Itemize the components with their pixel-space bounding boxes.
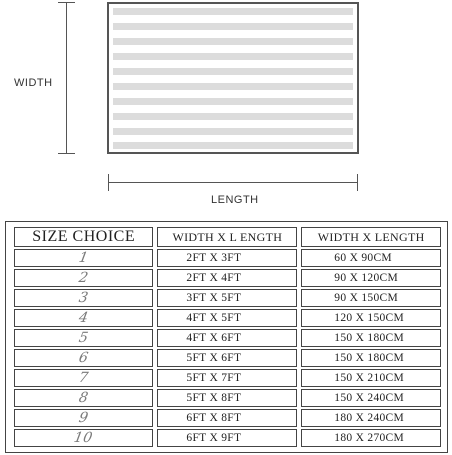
table-row: [14, 289, 441, 307]
length-dimension-line: [108, 182, 358, 183]
size-feet: 5FT X 8FT: [157, 389, 297, 407]
size-choice-number: 2: [14, 269, 153, 287]
size-choice-number: 5: [14, 329, 153, 347]
size-feet: 4FT X 5FT: [157, 309, 297, 327]
width-dimension-line: [66, 2, 67, 154]
size-choice-number: 4: [14, 309, 153, 327]
size-choice-number: 9: [14, 409, 153, 427]
table-row: [14, 269, 441, 287]
size-choice-number: 3: [14, 289, 153, 307]
size-cm: 150 X 210CM: [301, 369, 441, 387]
size-feet: 5FT X 6FT: [157, 349, 297, 367]
rug-stripe: [113, 8, 353, 15]
length-dimension-cap: [108, 174, 109, 191]
size-feet: 2FT X 4FT: [157, 269, 297, 287]
width-label: WIDTH: [14, 77, 53, 89]
rug-stripe: [113, 53, 353, 60]
rug-stripe: [113, 113, 353, 120]
size-choice-number: 8: [14, 389, 153, 407]
width-dimension-cap: [58, 153, 75, 154]
header-size-choice: SIZE CHOICE: [14, 227, 153, 247]
size-cm: 90 X 150CM: [301, 289, 441, 307]
rug-stripe: [113, 68, 353, 75]
size-cm: 90 X 120CM: [301, 269, 441, 287]
size-choice-number: 6: [14, 349, 153, 367]
rug-stripe: [113, 23, 353, 30]
table-row: [14, 429, 441, 447]
rug-illustration: [107, 2, 359, 154]
size-choice-number: 10: [14, 429, 153, 447]
rug-stripe: [113, 83, 353, 90]
size-cm: 150 X 240CM: [301, 389, 441, 407]
table-row: [14, 409, 441, 427]
rug-stripe: [113, 38, 353, 45]
size-cm: 150 X 180CM: [301, 329, 441, 347]
length-label: LENGTH: [211, 194, 259, 206]
width-dimension-cap: [58, 2, 75, 3]
size-choice-number: 1: [14, 249, 153, 267]
size-feet: 6FT X 9FT: [157, 429, 297, 447]
table-row: [14, 309, 441, 327]
size-feet: 5FT X 7FT: [157, 369, 297, 387]
table-header-row: [14, 227, 441, 247]
size-cm: 180 X 240CM: [301, 409, 441, 427]
rug-stripe: [113, 142, 353, 149]
size-cm: 150 X 180CM: [301, 349, 441, 367]
table-row: [14, 349, 441, 367]
header-feet: WIDTH X L ENGTH: [157, 227, 297, 247]
size-cm: 60 X 90CM: [301, 249, 441, 267]
size-cm: 180 X 270CM: [301, 429, 441, 447]
length-dimension-cap: [357, 174, 358, 191]
size-feet: 3FT X 5FT: [157, 289, 297, 307]
table-row: [14, 369, 441, 387]
size-feet: 6FT X 8FT: [157, 409, 297, 427]
size-choice-number: 7: [14, 369, 153, 387]
size-table: [10, 225, 445, 449]
rug-diagram: [0, 0, 452, 215]
table-row: [14, 329, 441, 347]
size-cm: 120 X 150CM: [301, 309, 441, 327]
size-feet: 4FT X 6FT: [157, 329, 297, 347]
table-row: [14, 249, 441, 267]
header-cm: WIDTH X LENGTH: [301, 227, 441, 247]
rug-stripe: [113, 98, 353, 105]
table-row: [14, 389, 441, 407]
size-feet: 2FT X 3FT: [157, 249, 297, 267]
rug-stripe: [113, 128, 353, 135]
size-chart-table: [5, 221, 448, 453]
